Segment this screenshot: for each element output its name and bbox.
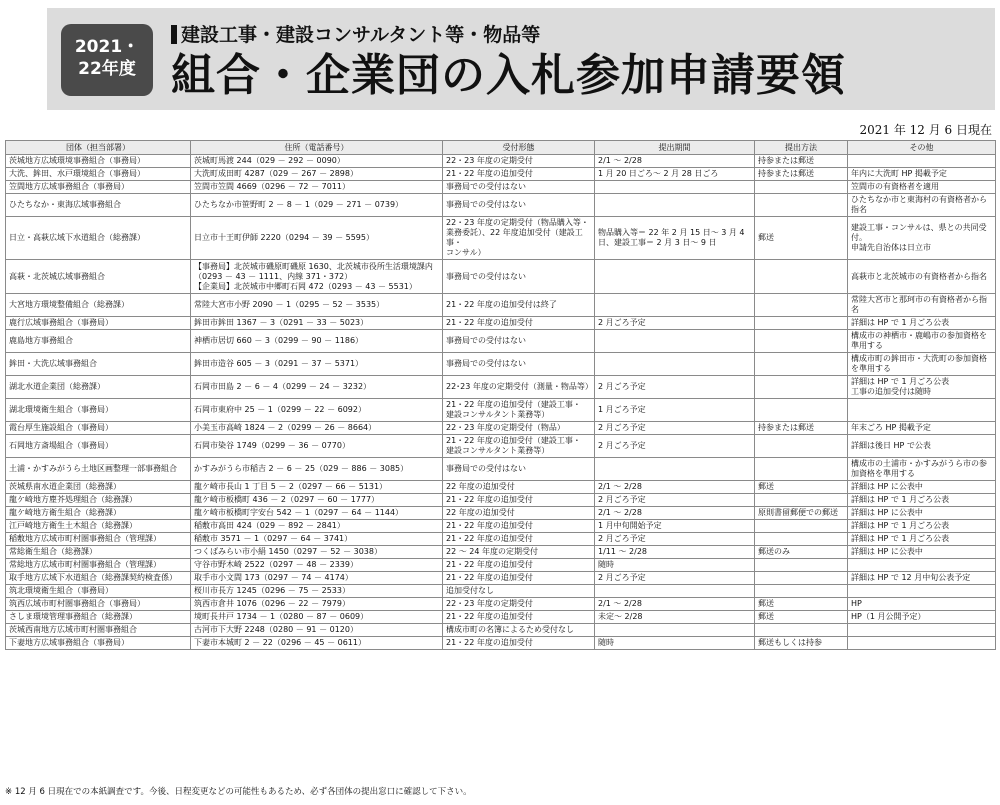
table-row	[6, 330, 996, 353]
year-badge	[61, 24, 153, 96]
notes-cell: 常陸大宮市と那珂市の有資格者から指 名	[848, 294, 996, 317]
method-cell: 郵送	[755, 598, 848, 611]
table-row	[6, 572, 996, 585]
reception-cell: 21・22 年度の追加受付は終了	[443, 294, 595, 317]
org-cell: ひたちなか・東海広域事務組合	[6, 194, 191, 217]
subtitle	[171, 20, 540, 47]
org-cell: 湖北環境衛生組合（事務局）	[6, 399, 191, 422]
table-row	[6, 520, 996, 533]
address-cell: 茨城町馬渡 244（029 － 292 － 0090）	[191, 155, 443, 168]
notes-cell	[848, 585, 996, 598]
table-row	[6, 494, 996, 507]
period-cell: 2/1 ～ 2/28	[595, 598, 755, 611]
method-cell: 郵送のみ	[755, 546, 848, 559]
org-cell: 大洗、鉾田、水戸環境組合（事務局）	[6, 168, 191, 181]
table-row	[6, 422, 996, 435]
notes-cell: 詳細は後日 HP で公表	[848, 435, 996, 458]
period-cell: 2 月ごろ予定	[595, 376, 755, 399]
notes-cell	[848, 637, 996, 650]
org-cell: 日立・高萩広域下水道組合（総務課）	[6, 217, 191, 260]
table-row	[6, 168, 996, 181]
notes-cell: 詳細は HP で 1 月ごろ公表	[848, 494, 996, 507]
page-title: 組合・企業団の入札参加申請要領	[171, 50, 846, 101]
reception-cell: 事務局での受付はない	[443, 330, 595, 353]
org-cell: 江戸崎地方衛生土木組合（総務課）	[6, 520, 191, 533]
method-cell	[755, 494, 848, 507]
address-cell: 神栖市居切 660 － 3（0299 － 90 － 1186）	[191, 330, 443, 353]
period-cell	[595, 260, 755, 294]
method-cell	[755, 294, 848, 317]
period-cell: 2 月ごろ予定	[595, 435, 755, 458]
method-cell	[755, 572, 848, 585]
notes-cell	[848, 624, 996, 637]
method-cell	[755, 585, 848, 598]
org-cell: 常総衛生組合（総務課）	[6, 546, 191, 559]
address-cell: 取手市小文間 173（0297 － 74 － 4174）	[191, 572, 443, 585]
address-cell: 古河市下大野 2248（0280 － 91 － 0120）	[191, 624, 443, 637]
table-row	[6, 481, 996, 494]
reception-cell: 22 ～ 24 年度の定期受付	[443, 546, 595, 559]
org-cell: 取手地方広域下水道組合（総務課契約検査係）	[6, 572, 191, 585]
period-cell	[595, 624, 755, 637]
org-cell: 茨城県南水道企業団（総務課）	[6, 481, 191, 494]
column-header-period: 提出期間	[595, 141, 755, 155]
method-cell	[755, 181, 848, 194]
notes-cell: 笠間市の有資格者を適用	[848, 181, 996, 194]
method-cell	[755, 559, 848, 572]
application-table	[5, 140, 996, 650]
table-row	[6, 458, 996, 481]
notes-cell: 詳細は HP に公表中	[848, 481, 996, 494]
period-cell: 2 月ごろ予定	[595, 572, 755, 585]
org-cell: さしま環境管理事務組合（総務課）	[6, 611, 191, 624]
org-cell: 鹿島地方事務組合	[6, 330, 191, 353]
period-cell: 随時	[595, 637, 755, 650]
table-row	[6, 317, 996, 330]
reception-cell: 22･23 年度の定期受付（測量・物品等）	[443, 376, 595, 399]
notes-cell	[848, 559, 996, 572]
table-body	[6, 155, 996, 650]
reception-cell: 21・22 年度の追加受付	[443, 572, 595, 585]
address-cell: 龍ケ崎市長山 1 丁目 5 － 2（0297 － 66 － 5131）	[191, 481, 443, 494]
table-row	[6, 194, 996, 217]
method-cell: 郵送もしくは持参	[755, 637, 848, 650]
method-cell	[755, 317, 848, 330]
reception-cell: 21・22 年度の追加受付	[443, 559, 595, 572]
org-cell: 稲敷地方広域市町村圏事務組合（管理課）	[6, 533, 191, 546]
period-cell: 2 月ごろ予定	[595, 494, 755, 507]
period-cell: 2/1 ～ 2/28	[595, 507, 755, 520]
column-header-org: 団体（担当部署）	[6, 141, 191, 155]
org-cell: 龍ケ崎地方塵芥処理組合（総務課）	[6, 494, 191, 507]
org-cell: 茨城地方広域環境事務組合（事務局）	[6, 155, 191, 168]
reception-cell: 21・22 年度の追加受付	[443, 520, 595, 533]
address-cell: 稲敷市 3571 － 1（0297 － 64 － 3741）	[191, 533, 443, 546]
method-cell	[755, 260, 848, 294]
address-cell: 鉾田市鉾田 1367 － 3（0291 － 33 － 5023）	[191, 317, 443, 330]
org-cell: 石岡地方斎場組合（事務局）	[6, 435, 191, 458]
notes-cell: HP（1 月公開予定）	[848, 611, 996, 624]
address-cell: 下妻市本城町 2 － 22（0296 － 45 － 0611）	[191, 637, 443, 650]
address-cell: 鉾田市造谷 605 － 3（0291 － 37 － 5371）	[191, 353, 443, 376]
address-cell: かすみがうら市稲吉 2 － 6 － 25（029 － 886 － 3085）	[191, 458, 443, 481]
method-cell	[755, 353, 848, 376]
address-cell: 日立市十王町伊師 2220（0294 － 39 － 5595）	[191, 217, 443, 260]
address-cell: 龍ケ崎市板橋町 436 － 2（0297 － 60 － 1777）	[191, 494, 443, 507]
notes-cell: 詳細は HP で 1 月ごろ公表	[848, 317, 996, 330]
column-header-notes: その他	[848, 141, 996, 155]
reception-cell: 21・22 年度の追加受付	[443, 494, 595, 507]
table-row	[6, 637, 996, 650]
org-cell: 龍ケ崎地方衛生組合（総務課）	[6, 507, 191, 520]
reception-cell: 事務局での受付はない	[443, 260, 595, 294]
method-cell	[755, 520, 848, 533]
table-row	[6, 507, 996, 520]
reception-cell: 22・23 年度の定期受付	[443, 155, 595, 168]
period-cell	[595, 353, 755, 376]
notes-cell: ひたちなか市と東海村の有資格者から 指名	[848, 194, 996, 217]
notes-cell: 詳細は HP で 1 月ごろ公表	[848, 520, 996, 533]
subtitle-text: 建設工事・建設コンサルタント等・物品等	[181, 24, 541, 46]
address-cell: 稲敷市高田 424（029 － 892 － 2841）	[191, 520, 443, 533]
as-of-date: 2021 年 12 月 6 日現在	[859, 123, 992, 137]
reception-cell: 22・23 年度の定期受付	[443, 598, 595, 611]
reception-cell: 22・23 年度の定期受付（物品購入等・ 業務委託）、22 年度追加受付（建設工事・ コンサル）	[443, 217, 595, 260]
period-cell: 未定～ 2/28	[595, 611, 755, 624]
year-line-1: 2021・	[74, 37, 140, 57]
reception-cell: 事務局での受付はない	[443, 353, 595, 376]
table-row	[6, 598, 996, 611]
table-row	[6, 435, 996, 458]
org-cell: 下妻地方広域事務組合（事務局）	[6, 637, 191, 650]
reception-cell: 21・22 年度の追加受付	[443, 611, 595, 624]
table-row	[6, 559, 996, 572]
method-cell	[755, 458, 848, 481]
notes-cell: 詳細は HP で 12 月中旬公表予定	[848, 572, 996, 585]
notes-cell: 高萩市と北茨城市の有資格者から指名	[848, 260, 996, 294]
method-cell: 郵送	[755, 481, 848, 494]
address-cell: 石岡市染谷 1749（0299 － 36 － 0770）	[191, 435, 443, 458]
notes-cell: 年内に大洗町 HP 掲載予定	[848, 168, 996, 181]
table-row	[6, 611, 996, 624]
table-row	[6, 260, 996, 294]
table-row	[6, 399, 996, 422]
reception-cell: 構成市町の名簿によるため受付なし	[443, 624, 595, 637]
period-cell	[595, 294, 755, 317]
reception-cell: 21・22 年度の追加受付（建設工事・ 建設コンサルタント業務等）	[443, 435, 595, 458]
period-cell	[595, 330, 755, 353]
org-cell: 大宮地方環境整備組合（総務課）	[6, 294, 191, 317]
method-cell: 郵送	[755, 611, 848, 624]
period-cell: 1 月ごろ予定	[595, 399, 755, 422]
period-cell	[595, 585, 755, 598]
year-line-2: 22年度	[78, 59, 136, 79]
org-cell: 笠間地方広域事務組合（事務局）	[6, 181, 191, 194]
address-cell: 筑西市倉井 1076（0296 － 22 － 7979）	[191, 598, 443, 611]
address-cell: 小美玉市高崎 1824 － 2（0299 － 26 － 8664）	[191, 422, 443, 435]
period-cell: 随時	[595, 559, 755, 572]
table-header-row	[6, 141, 996, 155]
org-cell: 常総地方広域市町村圏事務組合（管理課）	[6, 559, 191, 572]
method-cell: 郵送	[755, 217, 848, 260]
address-cell: 常陸大宮市小野 2090 － 1（0295 － 52 － 3535）	[191, 294, 443, 317]
notes-cell: 構成市町の鉾田市・大洗町の参加資格 を準用する	[848, 353, 996, 376]
method-cell: 持参または郵送	[755, 155, 848, 168]
reception-cell: 事務局での受付はない	[443, 458, 595, 481]
square-bullet-icon	[171, 25, 177, 44]
notes-cell: 詳細は HP で 1 月ごろ公表 工事の追加受付は随時	[848, 376, 996, 399]
org-cell: 鉾田・大洗広域事務組合	[6, 353, 191, 376]
period-cell: 2 月ごろ予定	[595, 317, 755, 330]
address-cell: 大洗町成田町 4287（029 － 267 － 2898）	[191, 168, 443, 181]
method-cell: 持参または郵送	[755, 422, 848, 435]
reception-cell: 21・22 年度の追加受付	[443, 317, 595, 330]
address-cell: 石岡市田島 2 － 6 － 4（0299 － 24 － 3232）	[191, 376, 443, 399]
table-row	[6, 294, 996, 317]
period-cell	[595, 458, 755, 481]
method-cell	[755, 435, 848, 458]
column-header-address: 住所（電話番号）	[191, 141, 443, 155]
org-cell: 鹿行広域事務組合（事務局）	[6, 317, 191, 330]
address-cell: 守谷市野木崎 2522（0297 － 48 － 2339）	[191, 559, 443, 572]
address-cell: 桜川市長方 1245（0296 － 75 － 2533）	[191, 585, 443, 598]
notes-cell	[848, 399, 996, 422]
title-banner	[47, 8, 995, 110]
period-cell: 1 月中旬開始予定	[595, 520, 755, 533]
address-cell: つくばみらい市小絹 1450（0297 － 52 － 3038）	[191, 546, 443, 559]
method-cell	[755, 330, 848, 353]
method-cell	[755, 533, 848, 546]
reception-cell: 事務局での受付はない	[443, 194, 595, 217]
org-cell: 筑西広域市町村圏事務組合（事務局）	[6, 598, 191, 611]
period-cell: 物品購入等＝ 22 年 2 月 15 日～ 3 月 4 日、建設工事＝ 2 月 3 日～ 9 日	[595, 217, 755, 260]
method-cell	[755, 194, 848, 217]
method-cell	[755, 399, 848, 422]
reception-cell: 22 年度の追加受付	[443, 507, 595, 520]
column-header-reception: 受付形態	[443, 141, 595, 155]
method-cell: 持参または郵送	[755, 168, 848, 181]
method-cell	[755, 376, 848, 399]
reception-cell: 事務局での受付はない	[443, 181, 595, 194]
address-cell: 境町長井戸 1734 － 1（0280 － 87 － 0609）	[191, 611, 443, 624]
table-row	[6, 546, 996, 559]
table-row	[6, 353, 996, 376]
table-row	[6, 217, 996, 260]
table-row	[6, 585, 996, 598]
table-row	[6, 181, 996, 194]
notes-cell: 建設工事・コンサルは、県との共同受付。 申請先自治体は日立市	[848, 217, 996, 260]
method-cell: 原則書留郵便での郵送	[755, 507, 848, 520]
address-cell: 【事務局】北茨城市磯原町磯原 1630、北茨城市役所生活環境課内 （0293 － 43 － 1111、内線 371・372） 【企業局】北茨城市中郷町石岡 472（0293 － 43 － 5531）	[191, 260, 443, 294]
reception-cell: 22 年度の追加受付	[443, 481, 595, 494]
address-cell: 石岡市東府中 25 － 1（0299 － 22 － 6092）	[191, 399, 443, 422]
period-cell: 1/11 ～ 2/28	[595, 546, 755, 559]
org-cell: 筑北環境衛生組合（事務局）	[6, 585, 191, 598]
period-cell: 2 月ごろ予定	[595, 422, 755, 435]
period-cell: 1 月 20 日ごろ～ 2 月 28 日ごろ	[595, 168, 755, 181]
reception-cell: 追加受付なし	[443, 585, 595, 598]
period-cell: 2 月ごろ予定	[595, 533, 755, 546]
table-row	[6, 155, 996, 168]
notes-cell: 詳細は HP に公表中	[848, 507, 996, 520]
period-cell	[595, 181, 755, 194]
notes-cell	[848, 155, 996, 168]
reception-cell: 21・22 年度の追加受付	[443, 637, 595, 650]
org-cell: 高萩・北茨城広域事務組合	[6, 260, 191, 294]
org-cell: 土浦・かすみがうら土地区画整理一部事務組合	[6, 458, 191, 481]
address-cell: 笠間市笠間 4669（0296 － 72 － 7011）	[191, 181, 443, 194]
period-cell: 2/1 ～ 2/28	[595, 481, 755, 494]
org-cell: 茨城西南地方広域市町村圏事務組合	[6, 624, 191, 637]
reception-cell: 22・23 年度の定期受付（物品）	[443, 422, 595, 435]
column-header-method: 提出方法	[755, 141, 848, 155]
table-row	[6, 624, 996, 637]
method-cell	[755, 624, 848, 637]
period-cell	[595, 194, 755, 217]
period-cell: 2/1 ～ 2/28	[595, 155, 755, 168]
address-cell: ひたちなか市笹野町 2 － 8 － 1（029 － 271 － 0739）	[191, 194, 443, 217]
address-cell: 龍ケ崎市板橋町字安台 542 － 1（0297 － 64 － 1144）	[191, 507, 443, 520]
org-cell: 湖北水道企業団（総務課）	[6, 376, 191, 399]
notes-cell: 構成市の神栖市・鹿嶋市の参加資格を 準用する	[848, 330, 996, 353]
reception-cell: 21・22 年度の追加受付	[443, 168, 595, 181]
reception-cell: 21・22 年度の追加受付（建設工事・ 建設コンサルタント業務等）	[443, 399, 595, 422]
notes-cell: 年末ごろ HP 掲載予定	[848, 422, 996, 435]
notes-cell: 構成市の土浦市・かすみがうら市の参 加資格を準用する	[848, 458, 996, 481]
reception-cell: 21・22 年度の追加受付	[443, 533, 595, 546]
footnote: ※ 12 月 6 日現在での本紙調査です。今後、日程変更などの可能性もあるため、必ず各団体の提出窓口に確認して下さい。	[5, 787, 472, 797]
table-row	[6, 533, 996, 546]
org-cell: 霞台厚生施設組合（事務局）	[6, 422, 191, 435]
notes-cell: 詳細は HP に公表中	[848, 546, 996, 559]
notes-cell: 詳細は HP で 1 月ごろ公表	[848, 533, 996, 546]
table-row	[6, 376, 996, 399]
notes-cell: HP	[848, 598, 996, 611]
